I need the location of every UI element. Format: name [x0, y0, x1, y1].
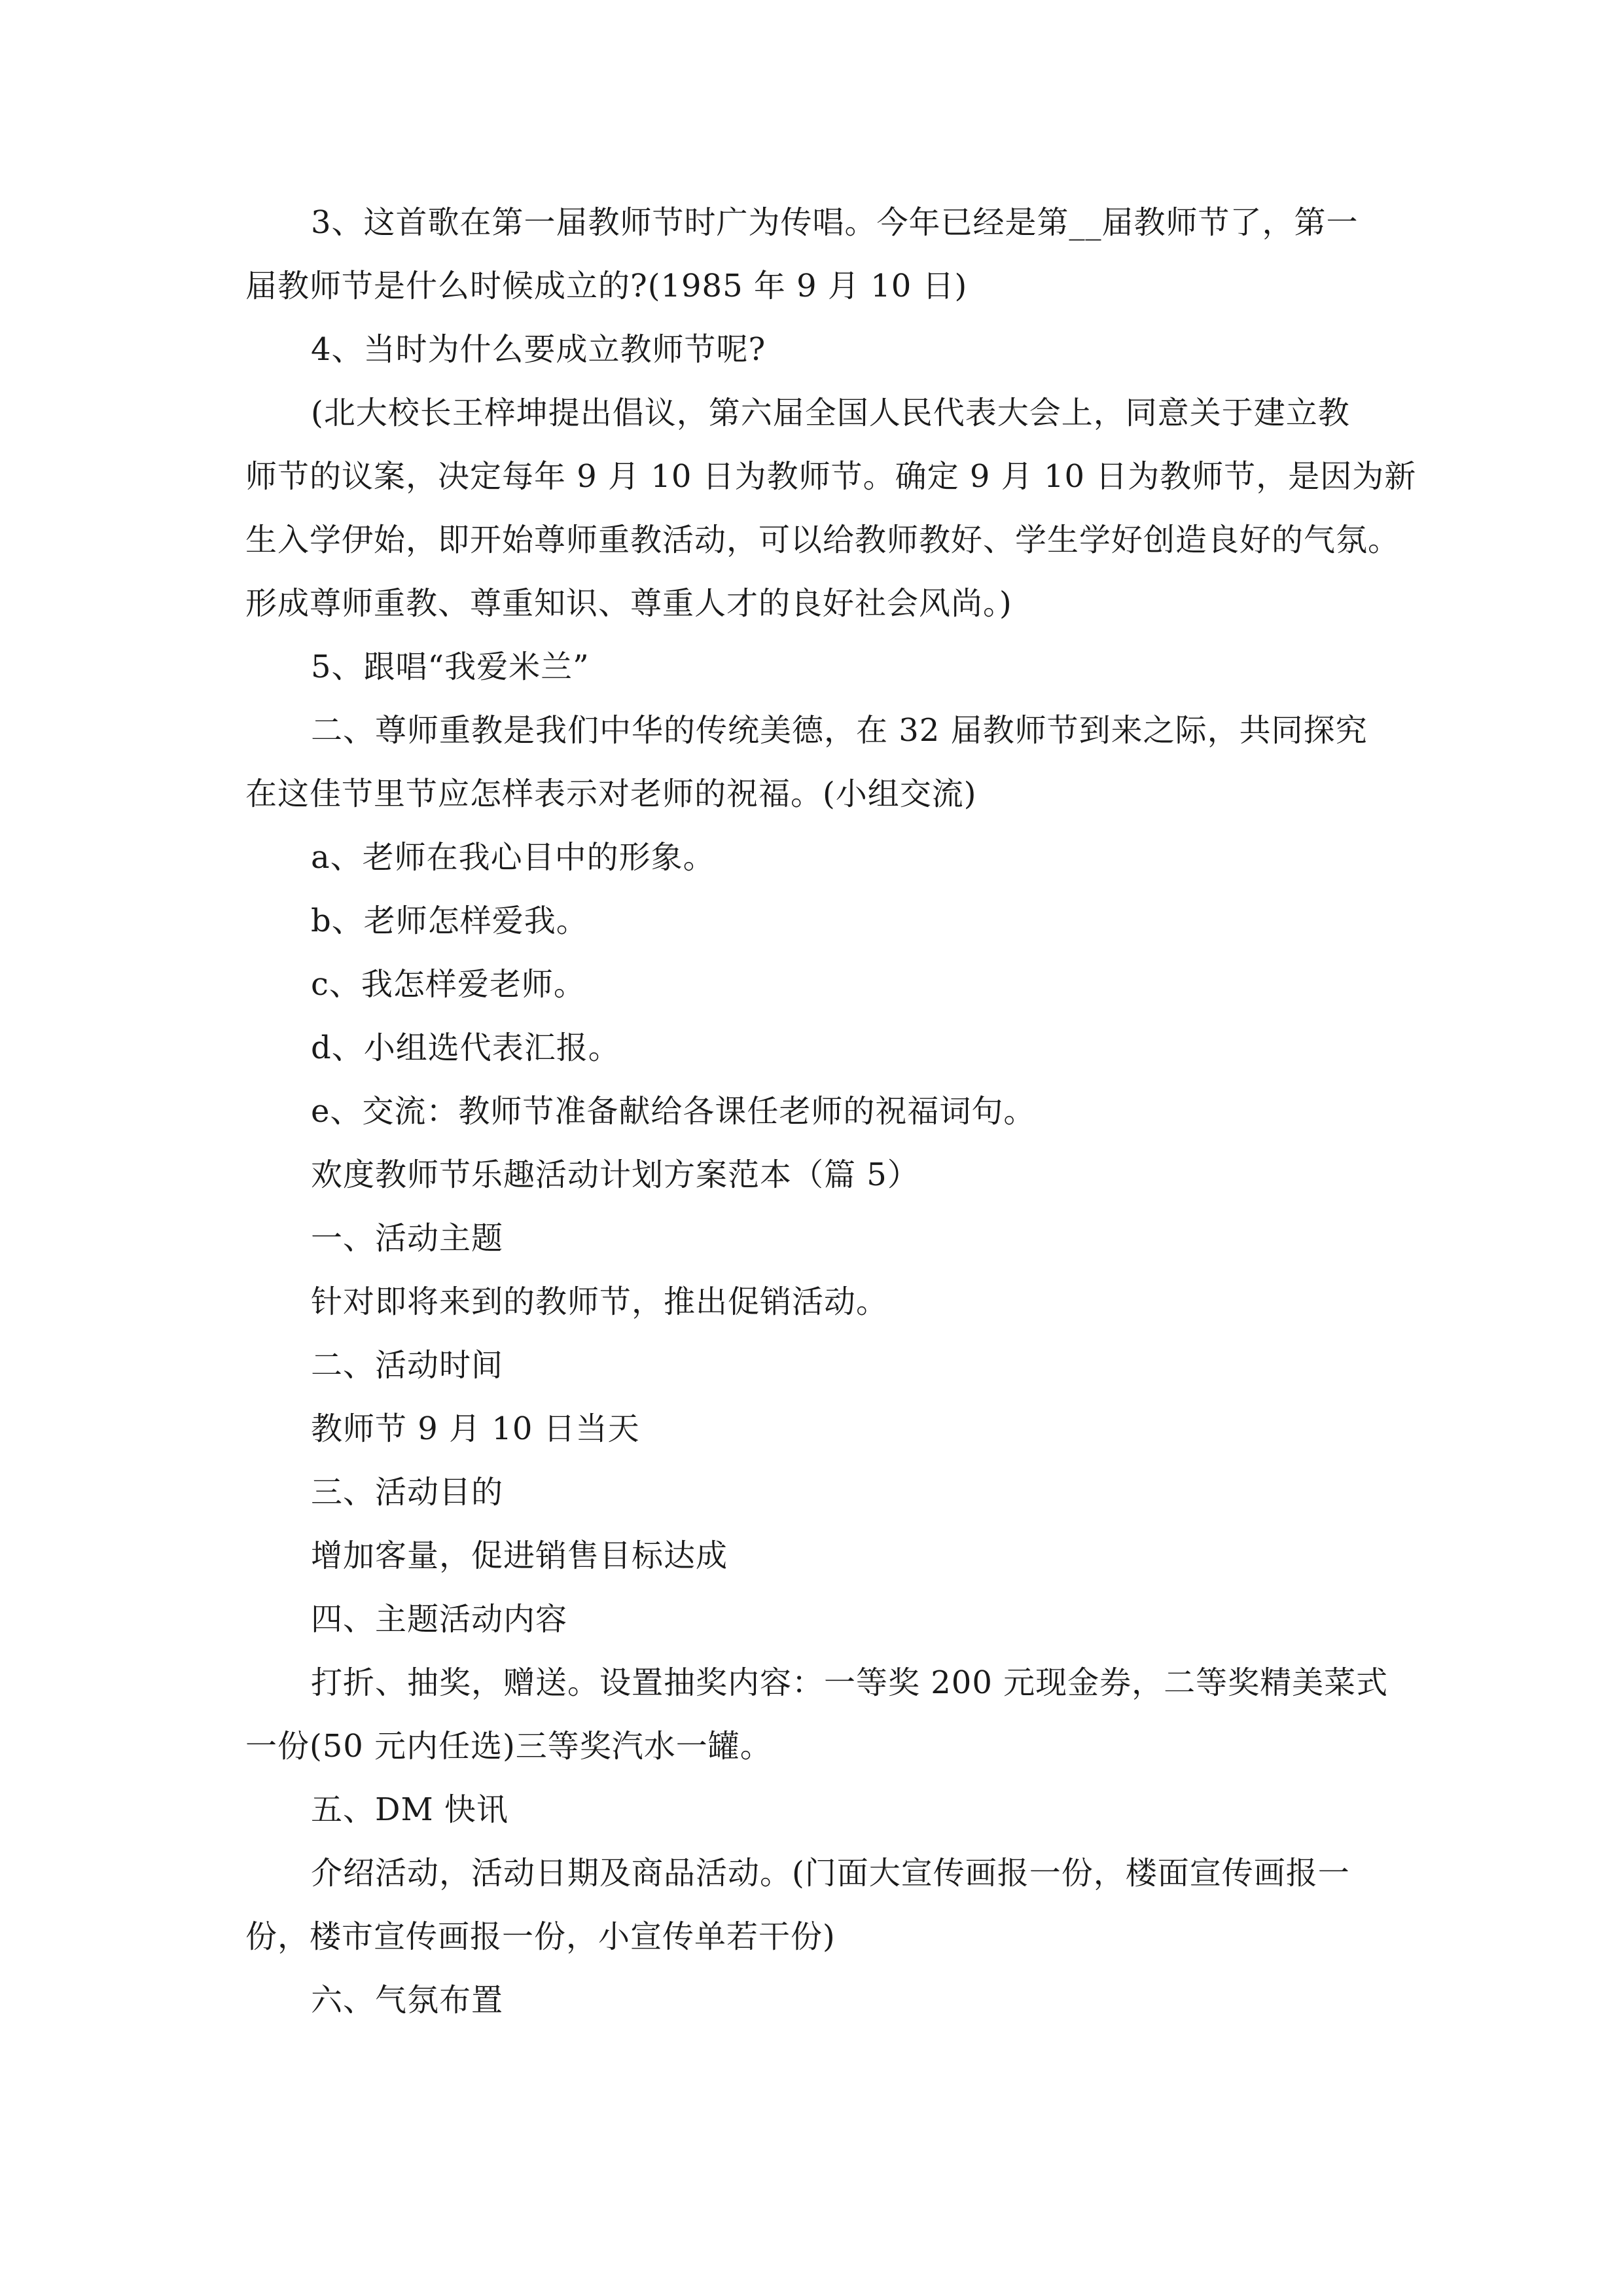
paragraph-line: 在这佳节里节应怎样表示对老师的祝福。(小组交流): [245, 776, 977, 812]
section-heading: 二、活动时间: [311, 1347, 504, 1384]
paragraph-line: 教师节 9 月 10 日当天: [311, 1410, 640, 1447]
paragraph-line: 形成尊师重教、尊重知识、尊重人才的良好社会风尚。): [245, 585, 1012, 622]
paragraph-line: 3、这首歌在第一届教师节时广为传唱。今年已经是第__届教师节了，第一: [311, 204, 1359, 241]
document-body: [245, 191, 1417, 2032]
list-item: d、小组选代表汇报。: [311, 1030, 620, 1066]
paragraph-line: 针对即将来到的教师节，推出促销活动。: [311, 1283, 889, 1320]
section-heading: 一、活动主题: [311, 1220, 504, 1257]
section-heading: 三、活动目的: [311, 1474, 504, 1511]
paragraph-line: 4、当时为什么要成立教师节呢?: [311, 331, 766, 368]
paragraph-line: 师节的议案，决定每年 9 月 10 日为教师节。确定 9 月 10 日为教师节，是因为新: [245, 458, 1417, 495]
section-title: 欢度教师节乐趣活动计划方案范本（篇 5）: [311, 1157, 919, 1193]
paragraph-line: 打折、抽奖，赠送。设置抽奖内容：一等奖 200 元现金券，二等奖精美菜式: [311, 1664, 1389, 1701]
section-heading: 五、DM 快讯: [311, 1791, 508, 1828]
list-item: c、我怎样爱老师。: [311, 966, 586, 1003]
paragraph-line: 份，楼市宣传画报一份，小宣传单若干份): [245, 1918, 836, 1955]
paragraph-line: 5、跟唱“我爱米兰”: [311, 649, 590, 685]
paragraph-line: (北大校长王梓坤提出倡议，第六届全国人民代表大会上，同意关于建立教: [311, 395, 1350, 431]
section-heading: 四、主题活动内容: [311, 1601, 568, 1638]
list-item: e、交流：教师节准备献给各课任老师的祝福词句。: [311, 1093, 1036, 1130]
list-item: b、老师怎样爱我。: [311, 903, 588, 939]
paragraph-line: 生入学伊始，即开始尊师重教活动，可以给教师教好、学生学好创造良好的气氛。: [245, 522, 1400, 558]
list-item: a、老师在我心目中的形象。: [311, 839, 715, 876]
paragraph-line: 二、尊师重教是我们中华的传统美德，在 32 届教师节到来之际，共同探究: [311, 712, 1368, 749]
paragraph-line: 介绍活动，活动日期及商品活动。(门面大宣传画报一份，楼面宣传画报一: [311, 1855, 1350, 1892]
paragraph-line: 届教师节是什么时候成立的?(1985 年 9 月 10 日): [245, 268, 968, 304]
paragraph-line: 增加客量，促进销售目标达成: [311, 1537, 728, 1574]
paragraph-line: 一份(50 元内任选)三等奖汽水一罐。: [245, 1728, 772, 1765]
section-heading: 六、气氛布置: [311, 1982, 504, 2018]
